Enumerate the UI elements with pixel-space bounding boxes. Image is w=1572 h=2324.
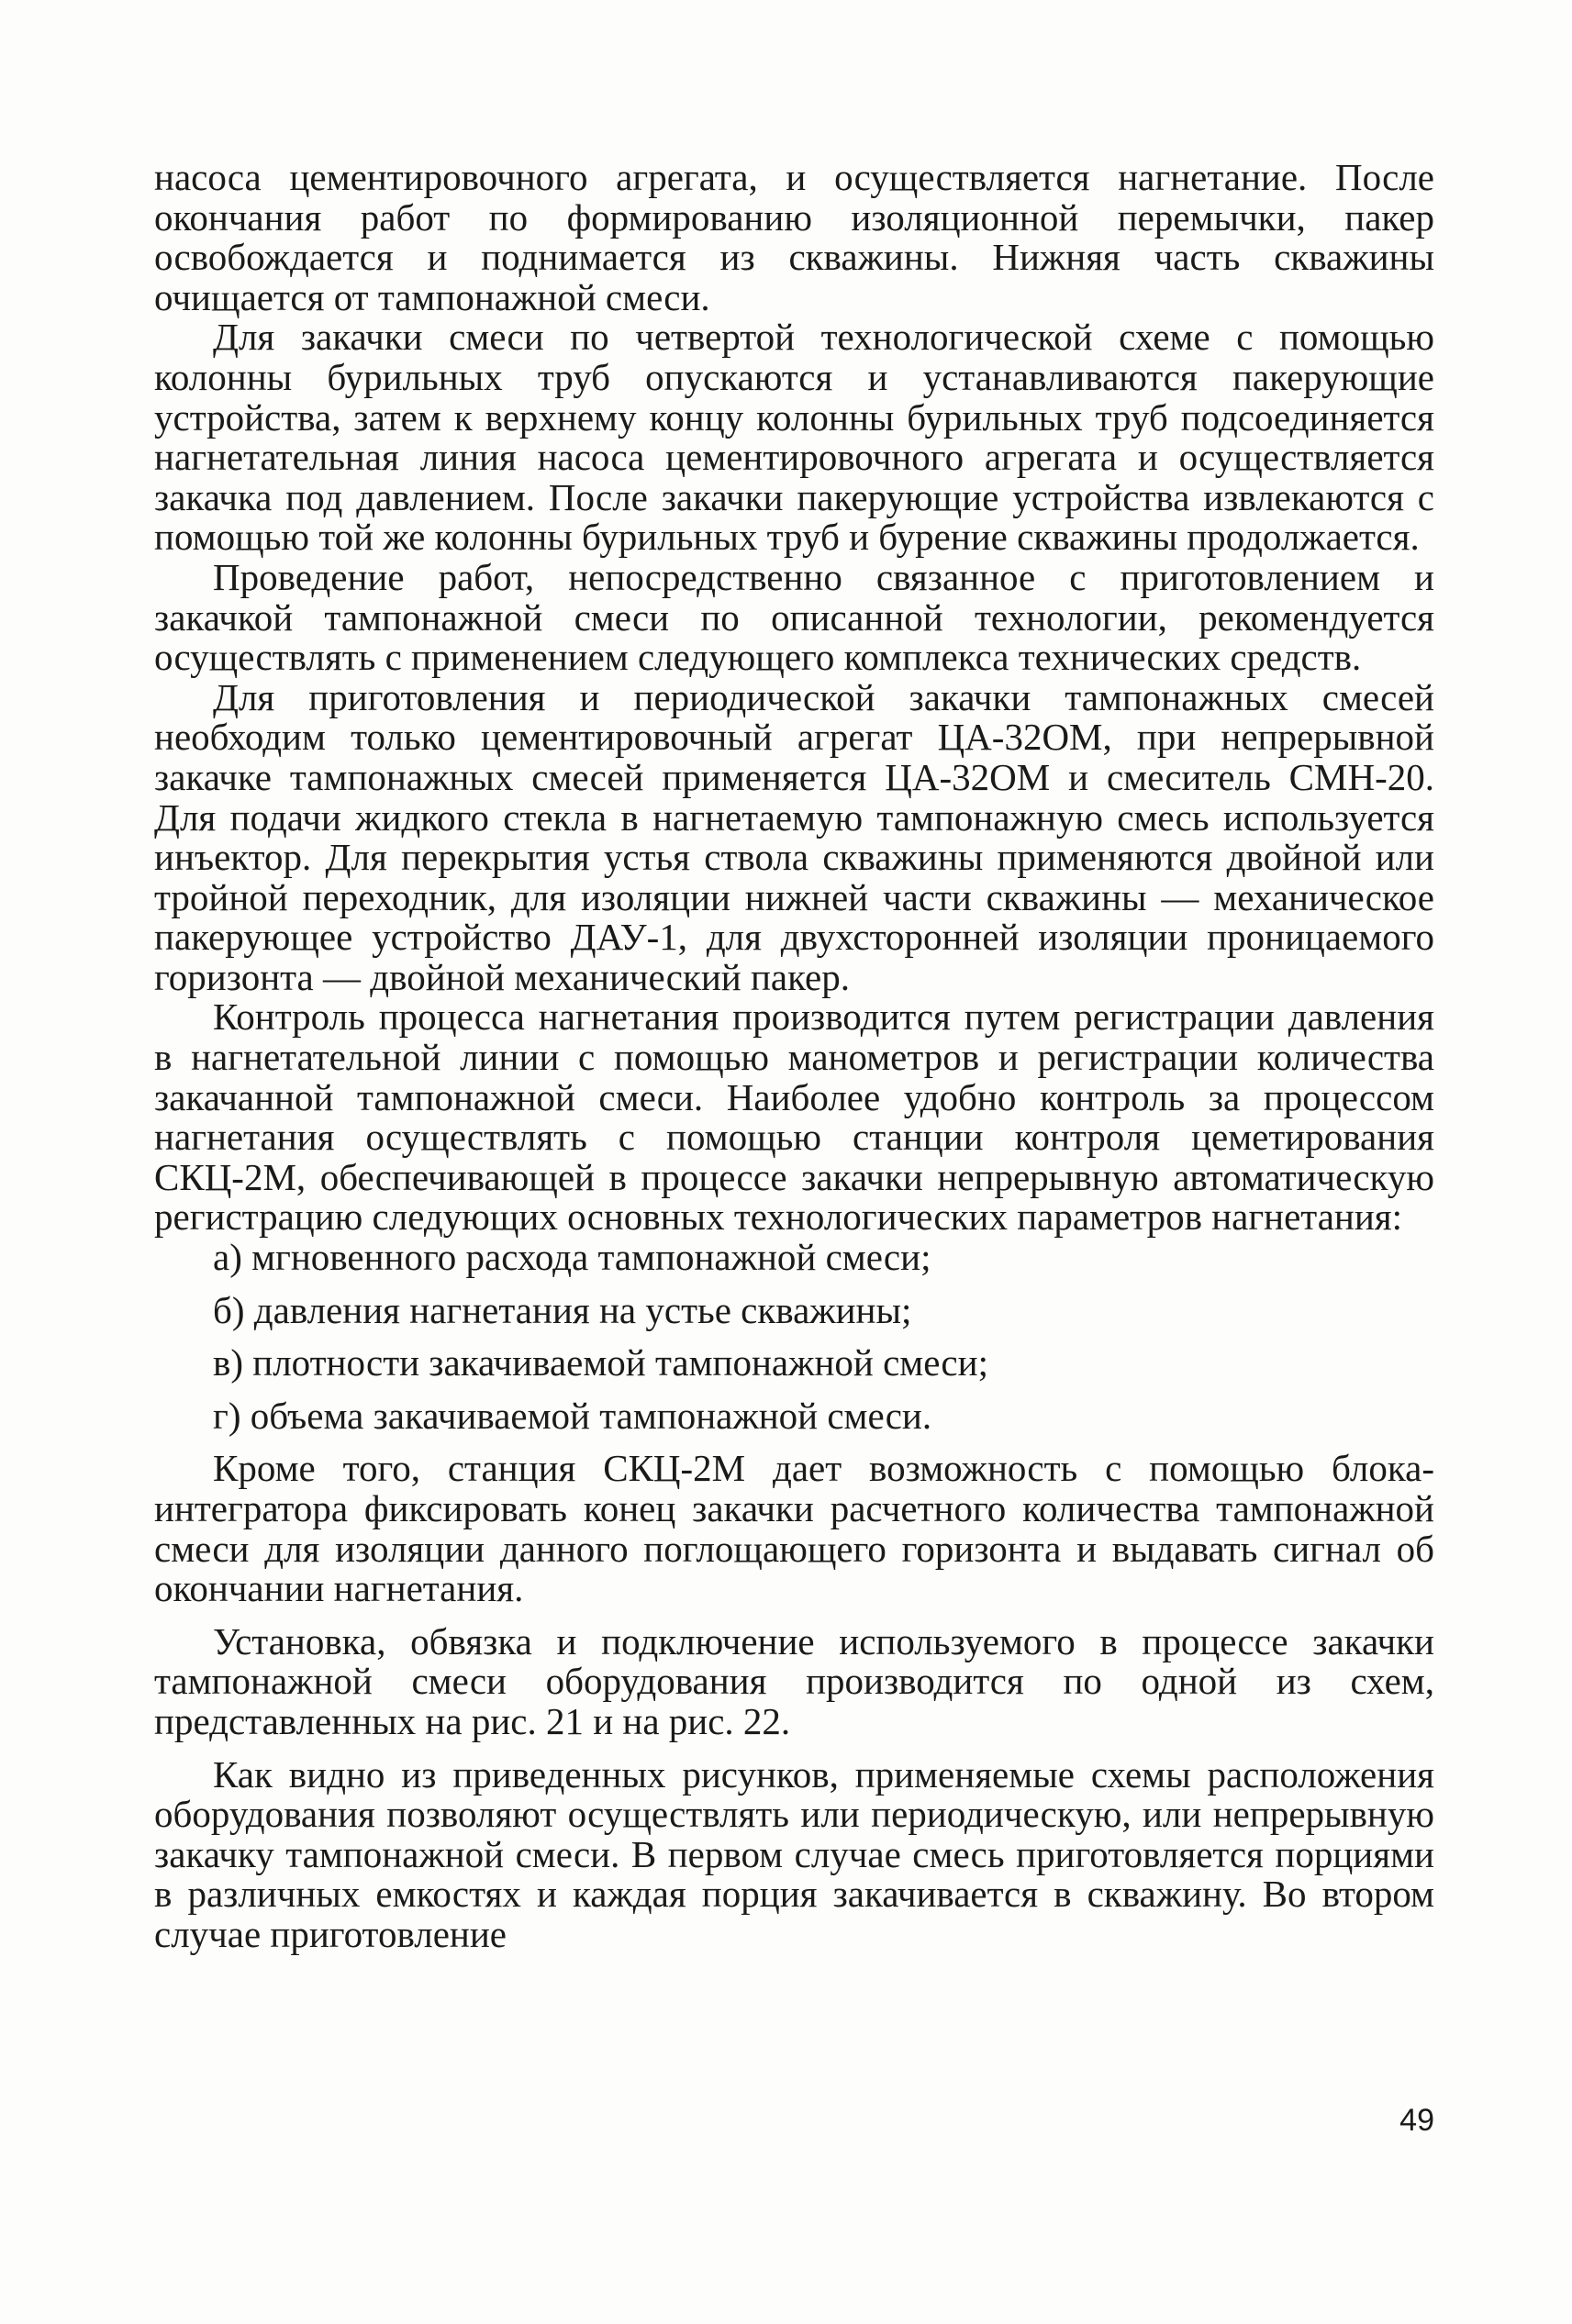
list-item: б) давления нагнетания на устье скважины; — [213, 1288, 912, 1331]
paragraph-3: Проведение работ, непосредственно связанное с приготовлением и закачкой тампонажной смеси по описанной технологии, рекомендуется осуществлять с применением следующего комплекса технических средств. — [154, 555, 1434, 679]
parameter-list — [154, 1238, 1434, 1436]
paragraph-8: Как видно из приведенных рисунков, применяемые схемы расположения оборудования позволяют осуществлять или периодическую, или непрерывную закачку тампонажной смеси. В первом случае смесь приготовляется порциями в различных емкостях и каждая порция закачивается в скважину. Во втором случае приготовление — [154, 1752, 1434, 1955]
paragraph-5: Контроль процесса нагнетания производится путем регистрации давления в нагнетательной линии с помощью манометров и регистрации количества закачанной тампонажной смеси. Наиболее удобно контроль за процессом нагнетания осуществлять с помощью станции контроля цеметирования СКЦ-2М, обеспечивающей в процессе закачки непрерывную автоматическую регистрацию следующих основных технологических параметров нагнетания: — [154, 995, 1434, 1239]
paragraph-1: насоса цементировочного агрегата, и осуществляется нагнетание. После окончания работ по формированию изоляционной перемычки, пакер освобождается и поднимается из скважины. Нижняя часть скважины очищается от тампонажной смеси. — [154, 156, 1434, 318]
page-number: 49 — [1399, 2103, 1434, 2138]
list-item: а) мгновенного расхода тампонажной смеси; — [213, 1236, 931, 1279]
page-body — [154, 158, 1434, 1955]
paragraph-7: Установка, обвязка и подключение используемого в процессе закачки тампонажной смеси оборудования производится по одной из схем, представленных на рис. 21 и на рис. 22. — [154, 1619, 1434, 1742]
list-item: г) объема закачиваемой тампонажной смеси. — [213, 1394, 932, 1437]
list-item: в) плотности закачиваемой тампонажной смеси; — [213, 1341, 988, 1384]
paragraph-4: Для приготовления и периодической закачки тампонажных смесей необходим только цементировочный агрегат ЦА-32ОМ, при непрерывной закачке тампонажных смесей применяется ЦА-32ОМ и смеситель СМН-20. Для подачи жидкого стекла в нагнетаемую тампонажную смесь используется инъектор. Для перекрытия устья ствола скважины применяются двойной или тройной переходник, для изоляции нижней части скважины — механическое пакерующее устройство ДАУ-1, для двухсторонней изоляции проницаемого горизонта — двойной механический пакер. — [154, 675, 1434, 998]
paragraph-6: Кроме того, станция СКЦ-2М дает возможность с помощью блока-интегратора фиксировать конец закачки расчетного количества тампонажной смеси для изоляции данного поглощающего горизонта и выдавать сигнал об окончании нагнетания. — [154, 1447, 1434, 1610]
paragraph-2: Для закачки смеси по четвертой технологической схеме с помощью колонны бурильных труб опускаются и устанавливаются пакерующие устройства, затем к верхнему концу колонны бурильных труб подсоединяется нагнетательная линия насоса цементировочного агрегата и осуществляется закачка под давлением. После закачки пакерующие устройства извлекаются с помощью той же колонны бурильных труб и бурение скважины продолжается. — [154, 316, 1434, 559]
